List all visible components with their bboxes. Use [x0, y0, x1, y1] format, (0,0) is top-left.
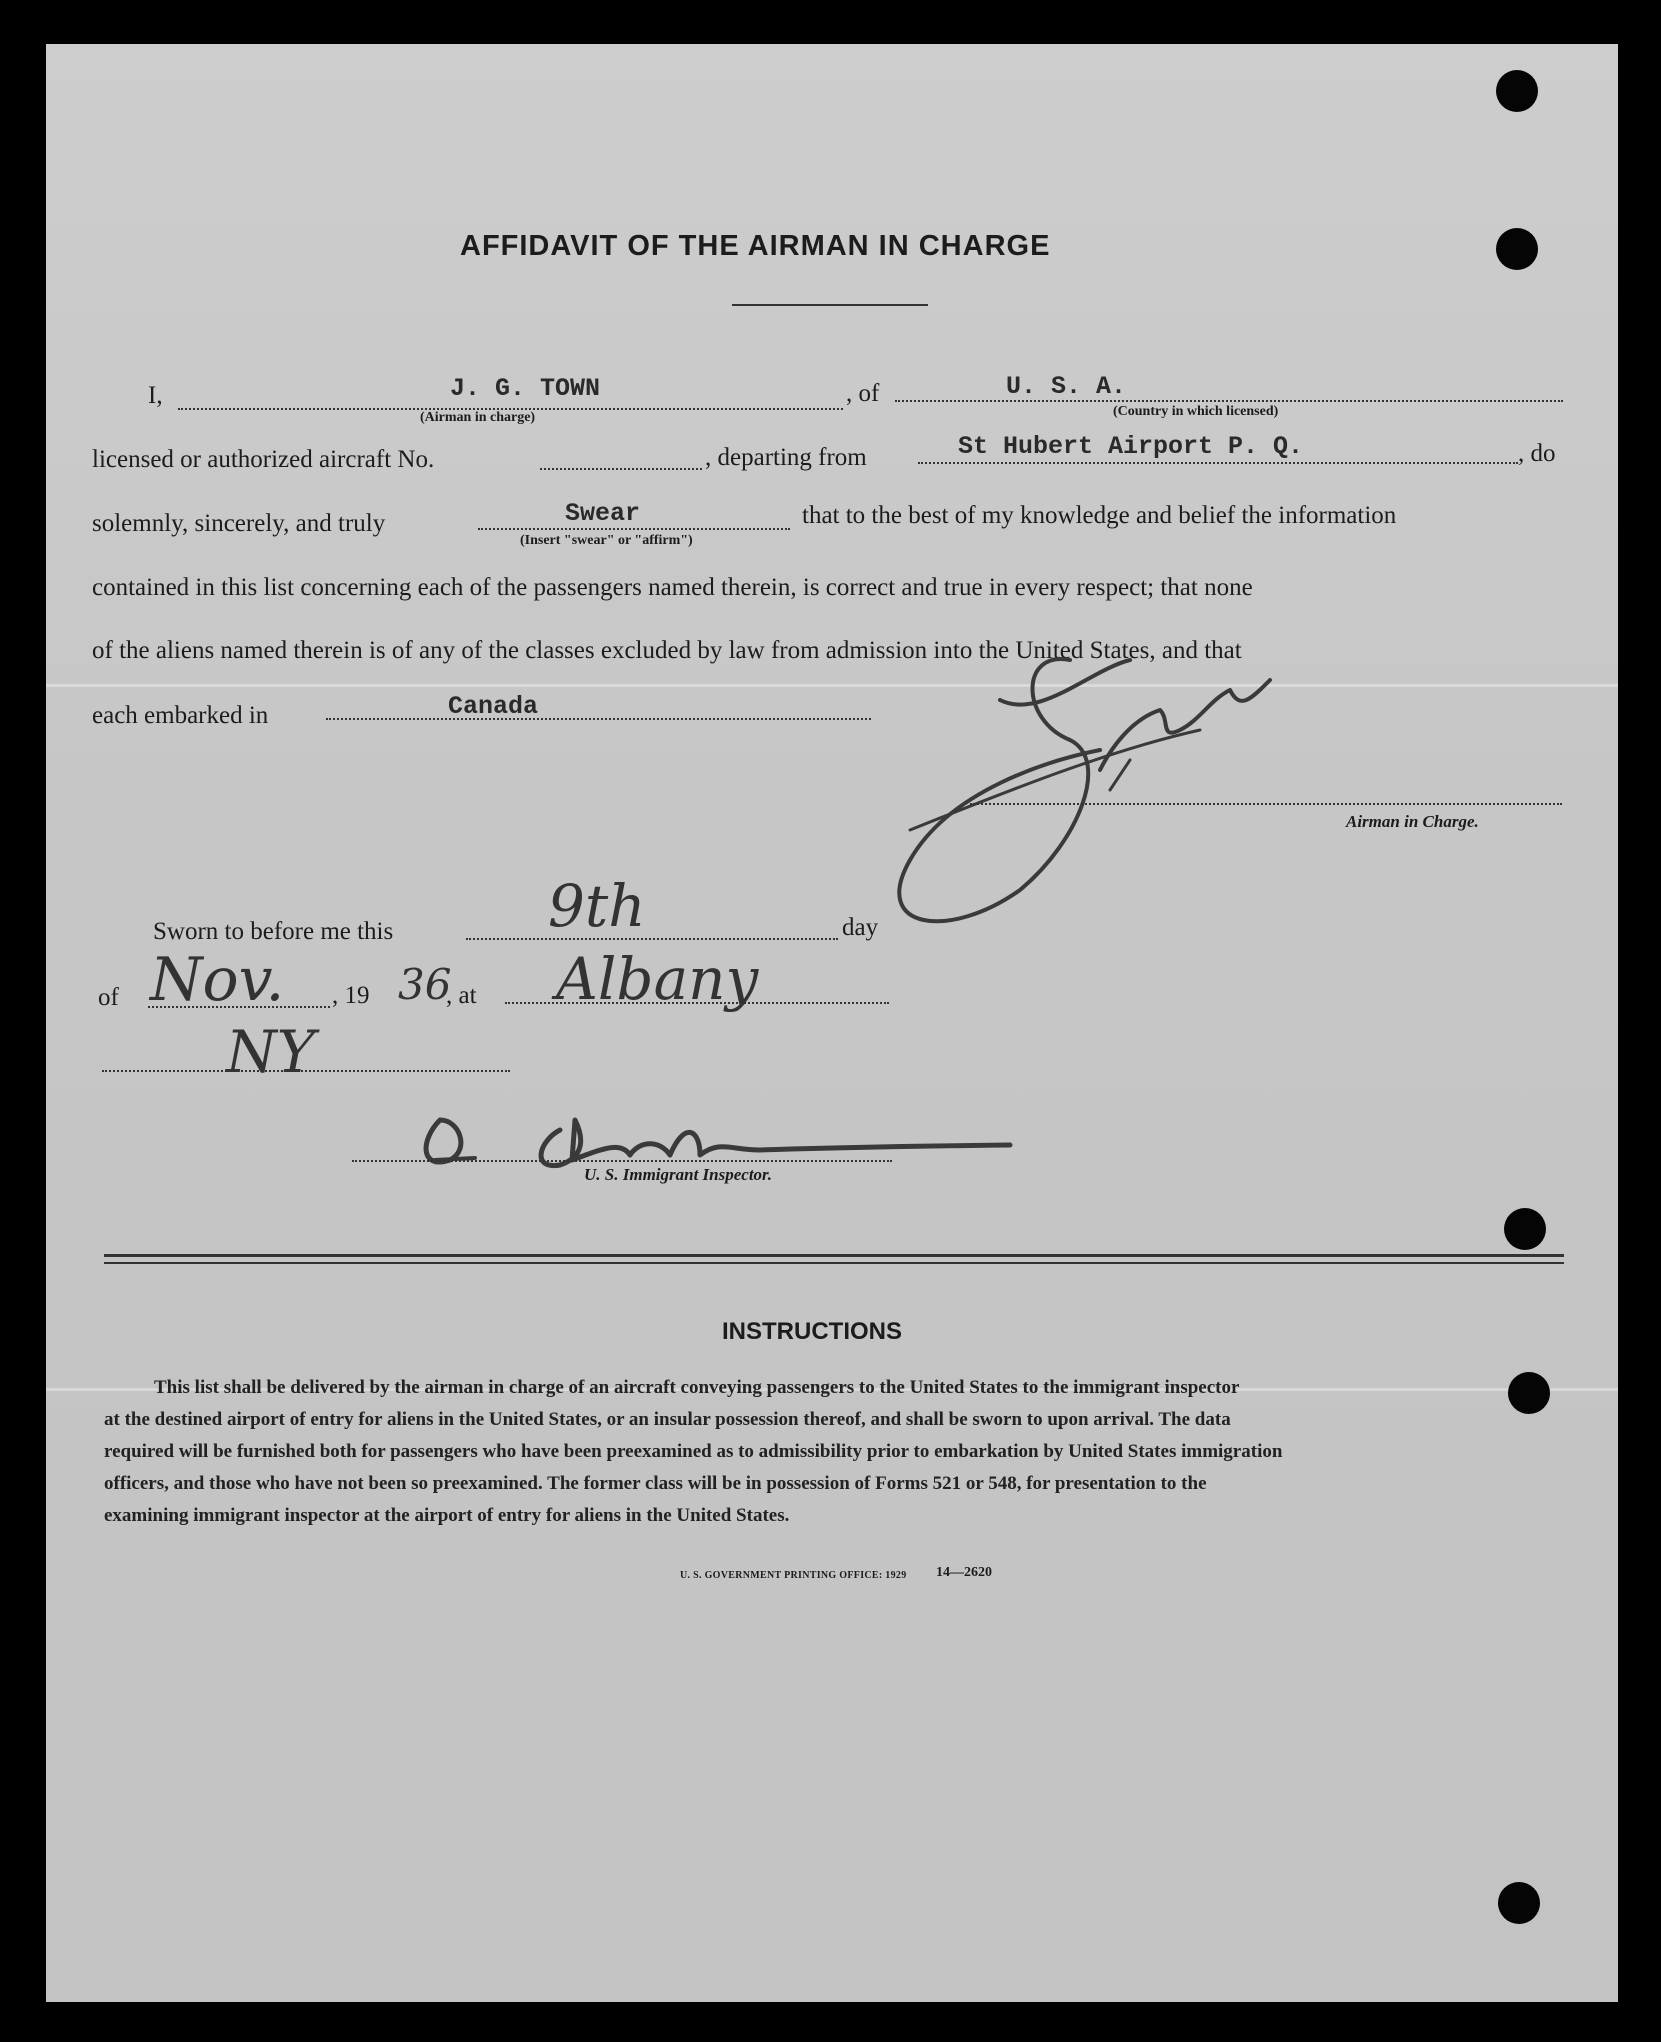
sworn-month-value: Nov.	[150, 945, 285, 1015]
airman-caption: (Airman in charge)	[420, 410, 536, 425]
printer-imprint: U. S. GOVERNMENT PRINTING OFFICE: 1929	[680, 1570, 907, 1581]
sworn-day-value: 9th	[548, 872, 646, 940]
country-caption: (Country in which licensed)	[1113, 404, 1279, 419]
punch-hole	[1496, 228, 1538, 270]
country-line	[895, 400, 1563, 402]
inspector-signature-line	[352, 1160, 892, 1162]
instructions-line: required will be furnished both for passengers who have been preexamined as to admissibility prior to embarkation by United States immigration	[104, 1441, 1283, 1462]
sworn-of-label: of	[98, 984, 119, 1011]
line1-of: , of	[846, 380, 880, 407]
oath-line	[478, 528, 790, 530]
instructions-heading: INSTRUCTIONS	[722, 1318, 902, 1345]
airman-signature	[870, 640, 1430, 940]
sworn-day-line	[466, 938, 838, 940]
instructions-line: This list shall be delivered by the airman in charge of an aircraft conveying passengers to the United States to the immigrant inspector	[154, 1377, 1240, 1398]
line4-text: contained in this list concerning each of the passengers named therein, is correct and true in every respect; that none	[92, 574, 1253, 601]
line2-do: , do	[1518, 440, 1556, 467]
punch-hole	[1504, 1208, 1546, 1250]
airman-name-value: J. G. TOWN	[450, 374, 601, 403]
sworn-state-value: NY	[226, 1018, 316, 1086]
aircraft-no-line	[540, 468, 702, 470]
punch-hole	[1496, 70, 1538, 112]
sworn-prefix: Sworn to before me this	[153, 918, 394, 945]
instructions-line: officers, and those who have not been so preexamined. The former class will be in possession of Forms 521 or 548, for presentation to the	[104, 1473, 1207, 1494]
embarked-value: Canada	[448, 692, 539, 721]
line5-text: of the aliens named therein is of any of the classes excluded by law from admission into the United States, and that	[92, 637, 1242, 664]
instructions-line: examining immigrant inspector at the airport of entry for aliens in the United States.	[104, 1505, 790, 1526]
sworn-at-label: , at	[446, 982, 477, 1009]
title-rule	[732, 304, 928, 306]
line2-departing: , departing from	[705, 444, 867, 471]
line6-text: each embarked in	[92, 702, 269, 729]
sworn-year-prefix: , 19	[332, 982, 370, 1009]
inspector-caption: U. S. Immigrant Inspector.	[584, 1165, 772, 1184]
punch-hole	[1508, 1372, 1550, 1414]
sworn-day-label: day	[842, 914, 879, 941]
oath-caption: (Insert "swear" or "affirm")	[520, 533, 693, 548]
departing-line	[918, 462, 1518, 464]
line3-solemnly: solemnly, sincerely, and truly	[92, 510, 386, 537]
line2-licensed: licensed or authorized aircraft No.	[92, 446, 435, 473]
airman-signature-line	[970, 803, 1562, 805]
airman-signature-caption: Airman in Charge.	[1346, 812, 1479, 831]
line3-rest: that to the best of my knowledge and belief the information	[802, 502, 1397, 529]
inspector-signature	[400, 1100, 1000, 1200]
sworn-year-value: 36	[398, 960, 452, 1009]
punch-hole	[1498, 1882, 1540, 1924]
embarked-line	[326, 718, 871, 720]
line1-prefix: I,	[148, 382, 163, 409]
form-title: AFFIDAVIT OF THE AIRMAN IN CHARGE	[460, 230, 1051, 262]
form-number: 14—2620	[936, 1565, 992, 1580]
oath-value: Swear	[565, 499, 641, 528]
departing-from-value: St Hubert Airport P. Q.	[958, 432, 1304, 461]
sworn-place-value: Albany	[556, 945, 759, 1013]
instructions-line: at the destined airport of entry for aliens in the United States, or an insular possession thereof, and shall be sworn to upon arrival. The data	[104, 1409, 1231, 1430]
section-rule-bottom	[104, 1262, 1564, 1264]
country-value: U. S. A.	[1006, 372, 1127, 401]
section-rule-top	[104, 1254, 1564, 1257]
